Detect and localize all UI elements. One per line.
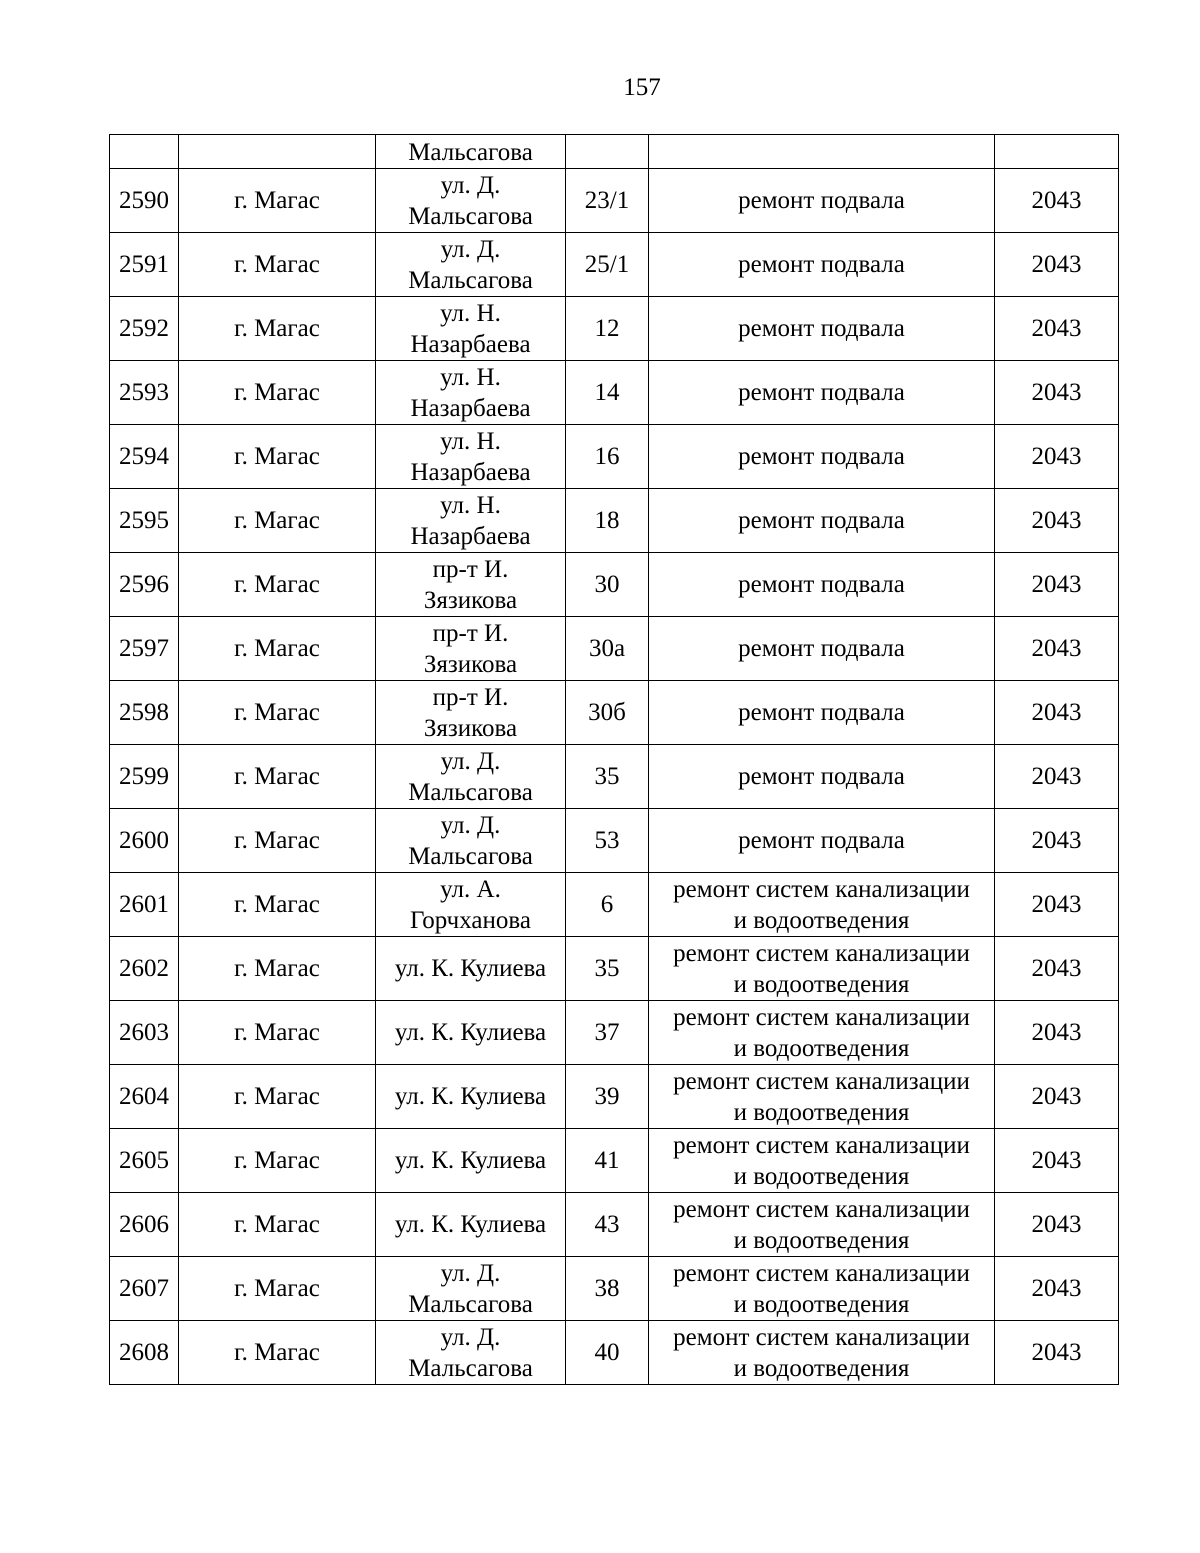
cell-year: 2043 (995, 425, 1119, 489)
cell-work-type-line: ремонт подвала (738, 571, 905, 598)
table-row (110, 1193, 1119, 1257)
table-row (110, 873, 1119, 937)
cell-house: 12 (566, 297, 649, 361)
cell-street-line: ул. К. Кулиева (394, 1211, 547, 1238)
cell-city: г. Магас (179, 1257, 376, 1321)
cell-house: 39 (566, 1065, 649, 1129)
cell-city: г. Магас (179, 553, 376, 617)
table-row (110, 553, 1119, 617)
continuation-row (110, 135, 1119, 169)
cell-work-type (649, 361, 995, 425)
cell-work-type (649, 1257, 995, 1321)
cell-year: 2043 (995, 809, 1119, 873)
cell-work-type (649, 233, 995, 297)
cell-house: 6 (566, 873, 649, 937)
cell-street-line: ул. К. Кулиева (394, 955, 547, 982)
cell-number: 2603 (110, 1001, 179, 1065)
cell-house: 53 (566, 809, 649, 873)
cell-number: 2600 (110, 809, 179, 873)
cell-street (376, 361, 566, 425)
cell-work-type-line: ремонт подвала (738, 187, 905, 214)
cell-house: 25/1 (566, 233, 649, 297)
cell-work-type-line: ремонт подвала (738, 507, 905, 534)
cell-house: 38 (566, 1257, 649, 1321)
cell-work-type-line: ремонт систем канализации (673, 939, 970, 967)
cell-number: 2604 (110, 1065, 179, 1129)
cell-house: 37 (566, 1001, 649, 1065)
cell-city: г. Магас (179, 489, 376, 553)
cell-street (376, 1065, 566, 1129)
cell-work-type-line: и водоотведения (733, 1226, 910, 1254)
cell-house (566, 135, 649, 169)
cell-work-type-line: ремонт подвала (738, 379, 905, 406)
cell-number: 2591 (110, 233, 179, 297)
cell-house: 35 (566, 745, 649, 809)
cell-city: г. Магас (179, 169, 376, 233)
cell-house: 30б (566, 681, 649, 745)
cell-number: 2596 (110, 553, 179, 617)
cell-work-type (649, 1065, 995, 1129)
cell-street-line: ул. Д. (440, 1323, 501, 1351)
table-row (110, 169, 1119, 233)
cell-work-type (649, 169, 995, 233)
cell-street (376, 937, 566, 1001)
cell-city: г. Магас (179, 1065, 376, 1129)
cell-street-line: Зязикова (423, 650, 518, 678)
table-row (110, 489, 1119, 553)
cell-street-line: пр-т И. (432, 555, 509, 583)
table-row (110, 617, 1119, 681)
cell-work-type (649, 425, 995, 489)
cell-number: 2601 (110, 873, 179, 937)
cell-year: 2043 (995, 297, 1119, 361)
cell-house: 14 (566, 361, 649, 425)
cell-house: 18 (566, 489, 649, 553)
cell-work-type-line: ремонт подвала (738, 251, 905, 278)
cell-number: 2597 (110, 617, 179, 681)
table-body (110, 135, 1119, 1385)
cell-city: г. Магас (179, 873, 376, 937)
cell-work-type-line: и водоотведения (733, 970, 910, 998)
cell-work-type-line: ремонт систем канализации (673, 1259, 970, 1287)
cell-work-type-line: ремонт систем канализации (673, 1067, 970, 1095)
table-row (110, 1129, 1119, 1193)
page-number: 157 (623, 74, 661, 101)
cell-city: г. Магас (179, 1129, 376, 1193)
cell-work-type (649, 681, 995, 745)
cell-year: 2043 (995, 681, 1119, 745)
cell-work-type (649, 873, 995, 937)
cell-work-type-line: и водоотведения (733, 906, 910, 934)
cell-number: 2608 (110, 1321, 179, 1385)
cell-work-type (649, 745, 995, 809)
cell-house: 16 (566, 425, 649, 489)
cell-street-line: пр-т И. (432, 619, 509, 647)
cell-work-type-line: ремонт подвала (738, 827, 905, 854)
cell-street-line: ул. Д. (440, 747, 501, 775)
cell-street (376, 169, 566, 233)
cell-street (376, 745, 566, 809)
cell-house: 35 (566, 937, 649, 1001)
repair-schedule-table (109, 134, 1119, 1385)
cell-city: г. Магас (179, 937, 376, 1001)
cell-street (376, 297, 566, 361)
cell-number: 2590 (110, 169, 179, 233)
table-row (110, 1065, 1119, 1129)
cell-street-line: ул. Д. (440, 235, 501, 263)
cell-street (376, 1129, 566, 1193)
cell-year: 2043 (995, 873, 1119, 937)
cell-work-type-line: и водоотведения (733, 1162, 910, 1190)
cell-work-type (649, 1321, 995, 1385)
cell-street-line: Назарбаева (410, 458, 531, 486)
cell-street-line: Мальсагова (408, 202, 533, 230)
cell-city: г. Магас (179, 297, 376, 361)
cell-work-type-line: ремонт подвала (738, 635, 905, 662)
cell-work-type-line: ремонт систем канализации (673, 1195, 970, 1223)
cell-street-line: ул. Н. (440, 491, 501, 519)
cell-house: 30 (566, 553, 649, 617)
cell-work-type-line: и водоотведения (733, 1034, 910, 1062)
cell-work-type (649, 1193, 995, 1257)
cell-street-line: ул. Д. (440, 171, 501, 199)
cell-year: 2043 (995, 937, 1119, 1001)
cell-street-line: ул. Д. (440, 1259, 501, 1287)
cell-house: 41 (566, 1129, 649, 1193)
cell-work-type-line: ремонт систем канализации (673, 1131, 970, 1159)
cell-house: 40 (566, 1321, 649, 1385)
cell-street-line: пр-т И. (432, 683, 509, 711)
cell-work-type-line: ремонт подвала (738, 763, 905, 790)
cell-work-type (649, 553, 995, 617)
table-row (110, 1001, 1119, 1065)
cell-street (376, 1257, 566, 1321)
cell-street-line: ул. Н. (440, 363, 501, 391)
table-row (110, 425, 1119, 489)
cell-street (376, 233, 566, 297)
cell-house: 43 (566, 1193, 649, 1257)
cell-work-type (649, 1001, 995, 1065)
cell-number: 2607 (110, 1257, 179, 1321)
cell-street (376, 617, 566, 681)
cell-work-type-line: и водоотведения (733, 1290, 910, 1318)
cell-street (376, 1321, 566, 1385)
cell-street-line: Горчханова (410, 906, 531, 934)
cell-street-line: Назарбаева (410, 394, 531, 422)
table-row (110, 1257, 1119, 1321)
table-row (110, 1321, 1119, 1385)
cell-work-type-line: ремонт систем канализации (673, 1003, 970, 1031)
cell-street (376, 1001, 566, 1065)
cell-year: 2043 (995, 489, 1119, 553)
table-row (110, 681, 1119, 745)
cell-work-type (649, 617, 995, 681)
cell-street-line: Мальсагова (408, 778, 533, 806)
cell-work-type (649, 1129, 995, 1193)
cell-year: 2043 (995, 617, 1119, 681)
cell-work-type-line: ремонт подвала (738, 315, 905, 342)
cell-street (376, 425, 566, 489)
cell-year: 2043 (995, 233, 1119, 297)
cell-street-line: Мальсагова (408, 1290, 533, 1318)
cell-street-line: ул. К. Кулиева (394, 1147, 547, 1174)
table-row (110, 937, 1119, 1001)
cell-city: г. Магас (179, 233, 376, 297)
cell-number: 2602 (110, 937, 179, 1001)
cell-street-line: Мальсагова (408, 266, 533, 294)
cell-city: г. Магас (179, 1001, 376, 1065)
cell-city: г. Магас (179, 425, 376, 489)
cell-number (110, 135, 179, 169)
cell-year: 2043 (995, 1129, 1119, 1193)
cell-work-type-line: и водоотведения (733, 1354, 910, 1382)
table-row (110, 361, 1119, 425)
cell-work-type (649, 937, 995, 1001)
cell-work-type-line: ремонт систем канализации (673, 1323, 970, 1351)
cell-city (179, 135, 376, 169)
cell-number: 2592 (110, 297, 179, 361)
cell-street (376, 489, 566, 553)
cell-number: 2595 (110, 489, 179, 553)
cell-year: 2043 (995, 1257, 1119, 1321)
cell-street-line: ул. К. Кулиева (394, 1019, 547, 1046)
cell-number: 2598 (110, 681, 179, 745)
table-row (110, 297, 1119, 361)
table-row (110, 809, 1119, 873)
cell-street (376, 681, 566, 745)
cell-street-line: Зязикова (423, 586, 518, 614)
cell-city: г. Магас (179, 617, 376, 681)
cell-street (376, 553, 566, 617)
cell-number: 2593 (110, 361, 179, 425)
table-row (110, 745, 1119, 809)
cell-street (376, 873, 566, 937)
cell-city: г. Магас (179, 1193, 376, 1257)
cell-number: 2599 (110, 745, 179, 809)
cell-work-type (649, 135, 995, 169)
cell-street-line: ул. К. Кулиева (394, 1083, 547, 1110)
cell-city: г. Магас (179, 361, 376, 425)
cell-number: 2606 (110, 1193, 179, 1257)
cell-street (376, 809, 566, 873)
cell-street-line: ул. Н. (440, 299, 501, 327)
cell-city: г. Магас (179, 681, 376, 745)
cell-city: г. Магас (179, 809, 376, 873)
cell-number: 2605 (110, 1129, 179, 1193)
cell-street-line: ул. Д. (440, 811, 501, 839)
cell-year: 2043 (995, 361, 1119, 425)
cell-street-line: Назарбаева (410, 330, 531, 358)
cell-number: 2594 (110, 425, 179, 489)
cell-street: Мальсагова (376, 135, 566, 169)
cell-street-line: ул. Н. (440, 427, 501, 455)
cell-year (995, 135, 1119, 169)
table-row (110, 233, 1119, 297)
cell-work-type (649, 297, 995, 361)
cell-work-type (649, 489, 995, 553)
cell-street-line: Зязикова (423, 714, 518, 742)
cell-city: г. Магас (179, 1321, 376, 1385)
cell-work-type-line: ремонт подвала (738, 699, 905, 726)
cell-street-line: Назарбаева (410, 522, 531, 550)
cell-year: 2043 (995, 553, 1119, 617)
cell-work-type-line: и водоотведения (733, 1098, 910, 1126)
cell-work-type-line: ремонт систем канализации (673, 875, 970, 903)
cell-year: 2043 (995, 1065, 1119, 1129)
cell-street-line: Мальсагова (408, 842, 533, 870)
cell-year: 2043 (995, 1001, 1119, 1065)
cell-city: г. Магас (179, 745, 376, 809)
cell-year: 2043 (995, 745, 1119, 809)
cell-street (376, 1193, 566, 1257)
cell-work-type-line: ремонт подвала (738, 443, 905, 470)
cell-year: 2043 (995, 169, 1119, 233)
cell-street-line: Мальсагова (408, 1354, 533, 1382)
cell-year: 2043 (995, 1193, 1119, 1257)
cell-year: 2043 (995, 1321, 1119, 1385)
cell-street-line: ул. А. (440, 875, 501, 903)
cell-house: 23/1 (566, 169, 649, 233)
cell-house: 30а (566, 617, 649, 681)
cell-work-type (649, 809, 995, 873)
